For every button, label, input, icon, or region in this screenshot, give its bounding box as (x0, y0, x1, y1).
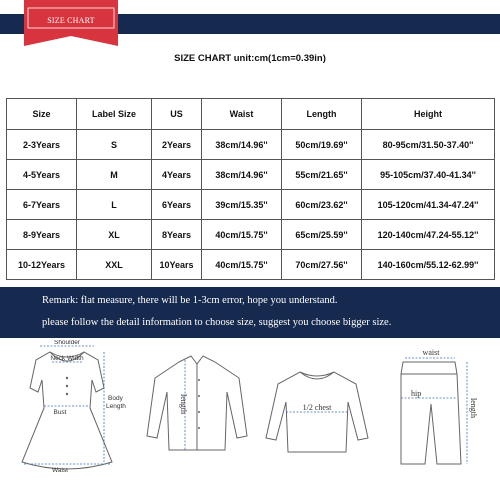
remark-line-1: Remark: flat measure, there will be 1-3cm error, hope you understand. (42, 295, 338, 306)
table-header-row (7, 99, 495, 130)
shirt-length-label: length (179, 394, 188, 414)
table-cell: 50cm/19.69'' (282, 130, 362, 160)
table-cell: XXL (77, 250, 152, 280)
shirt-diagram (135, 340, 260, 500)
table-cell: M (77, 160, 152, 190)
table-row (7, 130, 495, 160)
table-row (7, 220, 495, 250)
column-header: Label Size (77, 99, 152, 130)
column-header: US (152, 99, 202, 130)
table-cell: 38cm/14.96'' (202, 130, 282, 160)
table-cell: 8-9Years (7, 220, 77, 250)
table-cell: XL (77, 220, 152, 250)
column-header: Waist (202, 99, 282, 130)
table-cell: 80-95cm/31.50-37.40'' (362, 130, 495, 160)
sweater-diagram (260, 340, 375, 500)
table-cell: 40cm/15.75'' (202, 250, 282, 280)
table-cell: 55cm/21.65'' (282, 160, 362, 190)
size-table (6, 98, 495, 280)
pants-waist-label: waist (422, 348, 440, 357)
table-cell: 60cm/23.62'' (282, 190, 362, 220)
table-cell: 6-7Years (7, 190, 77, 220)
table-cell: 2-3Years (7, 130, 77, 160)
column-header: Length (282, 99, 362, 130)
table-cell: 40cm/15.75'' (202, 220, 282, 250)
body-label: Body (108, 395, 123, 402)
table-cell: 10Years (152, 250, 202, 280)
table-cell: 105-120cm/41.34-47.24'' (362, 190, 495, 220)
table-cell: 140-160cm/55.12-62.99'' (362, 250, 495, 280)
shoulder-label: Shoulder (53, 340, 81, 346)
table-cell: 38cm/14.96'' (202, 160, 282, 190)
bust-label: Bust (53, 409, 67, 416)
table-cell: 39cm/15.35'' (202, 190, 282, 220)
table-cell: 2Years (152, 130, 202, 160)
table-cell: 6Years (152, 190, 202, 220)
remark-line-2: please follow the detail information to choose size, suggest you choose bigger size. (42, 317, 392, 328)
column-header: Size (7, 99, 77, 130)
ribbon-label: SIZE CHART (47, 16, 95, 25)
table-row (7, 190, 495, 220)
waist-label: Waist (51, 467, 69, 474)
pants-outline-icon (401, 362, 461, 464)
table-cell: 70cm/27.56'' (282, 250, 362, 280)
pants-length-label: length (469, 398, 478, 418)
table-cell: 8Years (152, 220, 202, 250)
hip-label: hip (411, 389, 422, 398)
table-cell: 10-12Years (7, 250, 77, 280)
table-cell: S (77, 130, 152, 160)
table-row (7, 160, 495, 190)
neck-width-label: Neck Width (50, 355, 84, 362)
table-row (7, 250, 495, 280)
table-cell: 4Years (152, 160, 202, 190)
sweater-outline-icon (266, 372, 368, 452)
size-chart-subtitle: SIZE CHART unit:cm(1cm=0.39in) (174, 53, 326, 64)
dress-diagram (0, 340, 135, 500)
table-cell: 65cm/25.59'' (282, 220, 362, 250)
chest-label: 1/2 chest (302, 403, 332, 412)
table-cell: 120-140cm/47.24-55.12'' (362, 220, 495, 250)
length-label: Length (106, 403, 126, 410)
table-cell: 95-105cm/37.40-41.34'' (362, 160, 495, 190)
table-cell: L (77, 190, 152, 220)
table-cell: 4-5Years (7, 160, 77, 190)
column-header: Height (362, 99, 495, 130)
pants-diagram (375, 340, 500, 500)
dress-outline-icon (22, 352, 112, 469)
